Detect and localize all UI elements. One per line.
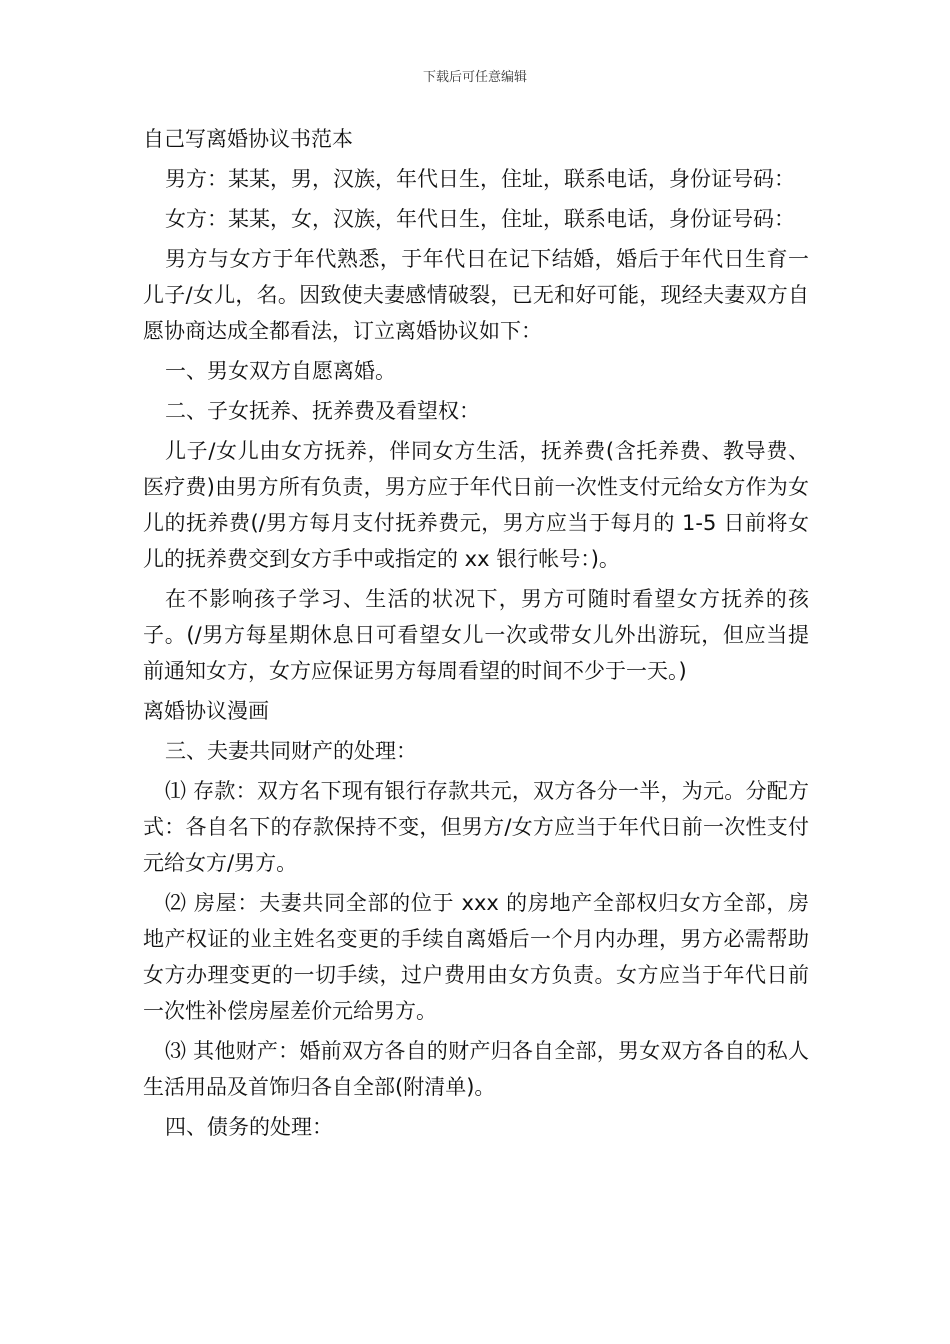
paragraph-comic-note: 离婚协议漫画 [143, 699, 269, 723]
clause-4-heading: 四、债务的处理： [165, 1115, 333, 1139]
paragraph-visitation: 在不影响孩子学习、生活的状况下，男方可随时看望女方抚养的孩子。(/男方每星期休息日可看望女儿一次或带女儿外出游玩，但应当提前通知女方，女方应保证男方每周看望的时间不少于一天。) [143, 587, 809, 683]
header-note: 下载后可任意编辑 [422, 70, 527, 85]
document-title: 自己写离婚协议书范本 [143, 127, 353, 151]
paragraph-background: 男方与女方于年代熟悉，于年代日在记下结婚，婚后于年代日生育一儿子/女儿，名。因致使夫妻感情破裂，已无和好可能，现经夫妻双方自愿协商达成全都看法，订立离婚协议如下： [143, 247, 809, 343]
paragraph-other-property: ⑶ 其他财产：婚前双方各自的财产归各自全部，男女双方各自的私人生活用品及首饰归各自全部(附清单)。 [143, 1039, 809, 1099]
paragraph-husband-info: 男方：某某，男，汉族，年代日生，住址，联系电话，身份证号码： [165, 167, 795, 191]
clause-1: 一、男女双方自愿离婚。 [165, 359, 396, 383]
paragraph-savings: ⑴ 存款：双方名下现有银行存款共元，双方各分一半，为元。分配方式：各自名下的存款保持不变，但男方/女方应当于年代日前一次性支付元给女方/男方。 [143, 779, 809, 875]
clause-3-heading: 三、夫妻共同财产的处理： [165, 739, 417, 763]
paragraph-child-support: 儿子/女儿由女方抚养，伴同女方生活，抚养费(含托养费、教导费、医疗费)由男方所有负责，男方应于年代日前一次性支付元给女方作为女儿的抚养费(/男方每月支付抚养费元，男方应当于每月的 1-5 日前将女儿的抚养费交到女方手中或指定的 xx 银行帐号：)。 [143, 439, 809, 571]
clause-2-heading: 二、子女抚养、抚养费及看望权： [165, 399, 480, 423]
document-body [143, 126, 809, 1149]
paragraph-house: ⑵ 房屋：夫妻共同全部的位于 xxx 的房地产全部权归女方全部，房地产权证的业主姓名变更的手续自离婚后一个月内办理，男方必需帮助女方办理变更的一切手续，过户费用由女方负责。女方应当于年代日前一次性补偿房屋差价元给男方。 [143, 891, 809, 1023]
paragraph-wife-info: 女方：某某，女，汉族，年代日生，住址，联系电话，身份证号码： [165, 207, 795, 231]
